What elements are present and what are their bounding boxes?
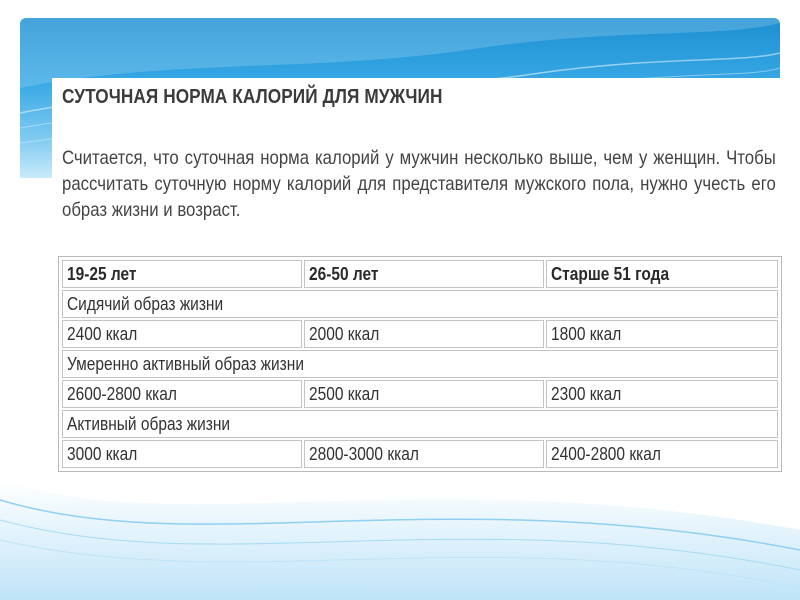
table-cell: 3000 ккал <box>62 440 302 468</box>
table-group-row <box>62 350 778 378</box>
header-cell: 26-50 лет <box>304 260 544 288</box>
group-label-cell: Активный образ жизни <box>62 410 778 438</box>
table-cell: 2800-3000 ккал <box>304 440 544 468</box>
table-row <box>62 440 778 468</box>
table-cell: 2600-2800 ккал <box>62 380 302 408</box>
table-cell: 1800 ккал <box>546 320 778 348</box>
paragraph-line: Считается, что суточная норма калорий у мужчин несколько выше, чем у женщин. Чтобы <box>62 147 776 169</box>
table-row <box>62 320 778 348</box>
table-group-row <box>62 410 778 438</box>
group-label-cell: Умеренно активный образ жизни <box>62 350 778 378</box>
group-label-cell: Сидячий образ жизни <box>62 290 778 318</box>
table-header-row <box>62 260 778 288</box>
page-title: СУТОЧНАЯ НОРМА КАЛОРИЙ ДЛЯ МУЖЧИН <box>62 86 443 108</box>
calorie-table <box>58 256 782 472</box>
header-cell: Старше 51 года <box>546 260 778 288</box>
table-row <box>62 380 778 408</box>
paragraph-line: образ жизни и возраст. <box>62 199 241 221</box>
intro-paragraph <box>62 145 776 223</box>
table-cell: 2300 ккал <box>546 380 778 408</box>
table-cell: 2500 ккал <box>304 380 544 408</box>
table-cell: 2400 ккал <box>62 320 302 348</box>
table-group-row <box>62 290 778 318</box>
table-cell: 2400-2800 ккал <box>546 440 778 468</box>
table-cell: 2000 ккал <box>304 320 544 348</box>
header-cell: 19-25 лет <box>62 260 302 288</box>
paragraph-line: рассчитать суточную норму калорий для представителя мужского пола, нужно учесть его <box>62 173 776 195</box>
